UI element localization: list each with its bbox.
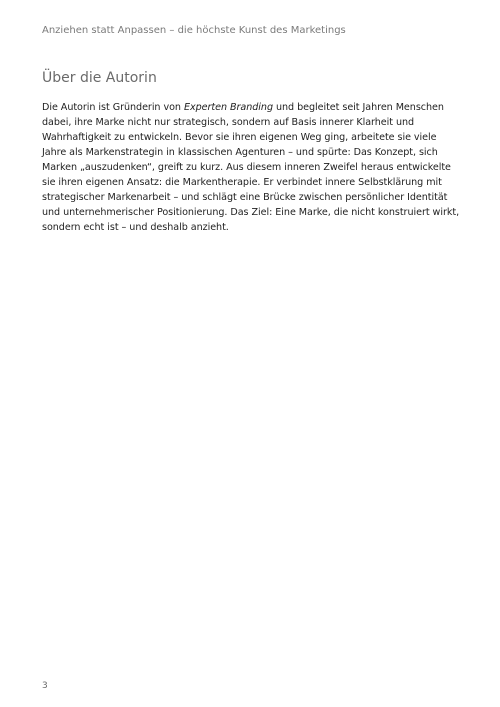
author-bio-paragraph xyxy=(42,100,460,235)
running-header: Anziehen statt Anpassen – die höchste Kunst des Marketings xyxy=(42,25,346,36)
section-heading: Über die Autorin xyxy=(42,70,157,86)
paragraph-text-start: Die Autorin ist Gründerin von xyxy=(42,102,184,113)
paragraph-text-rest: und begleitet seit Jahren Menschen dabei, ihre Marke nicht nur strategisch, sondern auf Basis innerer Klarheit und Wahrhaftigkeit zu entwickeln. Bevor sie ihren eigenen Weg ging, arbeitete sie viele Jahre als Markenstrategin in klassischen Agenturen – und spürte: Das Konzept, sich Marken „auszudenken“, greift zu kurz. Aus diesem inneren Zweifel heraus entwickelte sie ihren eigenen Ansatz: die Markentherapie. Er verbindet innere Selbstklärung mit strategischer Markenarbeit – und schlägt eine Brücke zwischen persönlicher Identität und unternehmerischer Positionierung. Das Ziel: Eine Marke, die nicht konstruiert wirkt, sondern echt ist – und deshalb anzieht. xyxy=(42,102,460,233)
company-name-emphasis: Experten Branding xyxy=(183,102,273,113)
page-number: 3 xyxy=(42,681,48,691)
